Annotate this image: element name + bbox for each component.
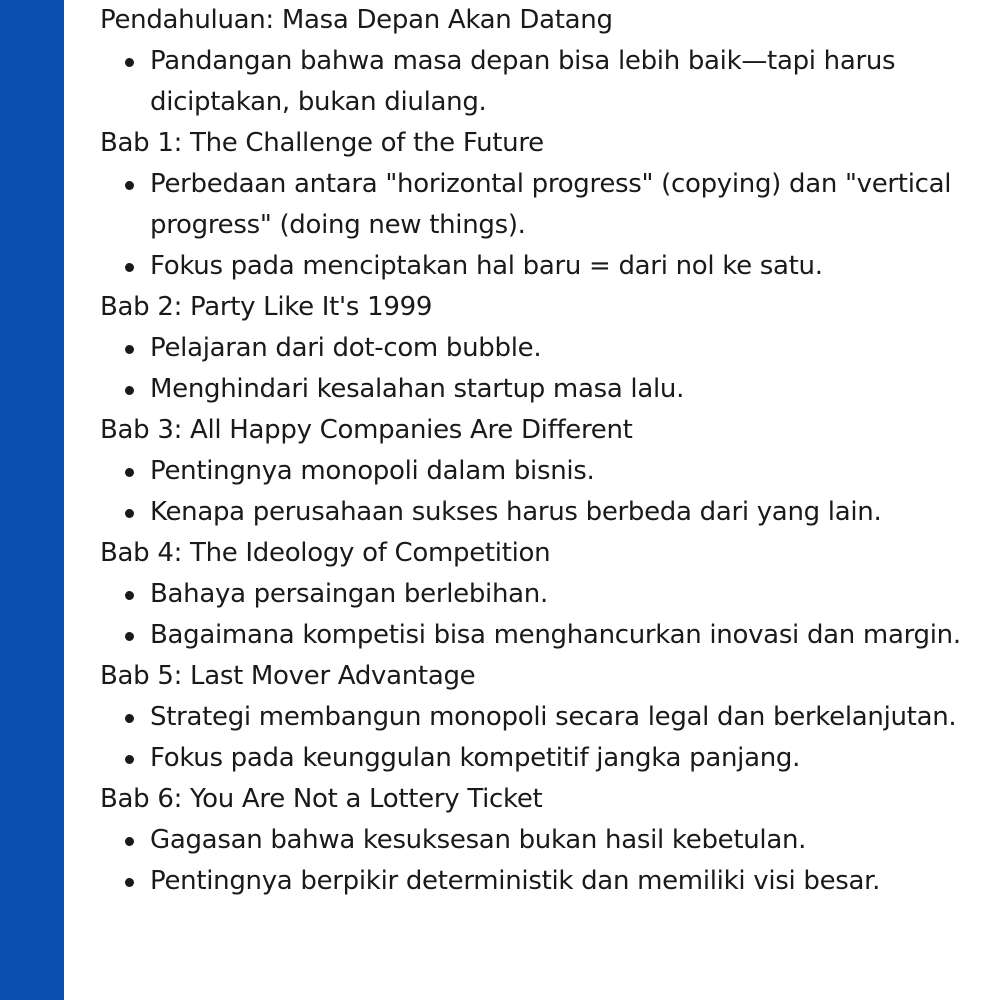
bullet-dot-icon — [125, 58, 134, 67]
list-item-text: Bagaimana kompetisi bisa menghancurkan inovasi dan margin. — [150, 620, 961, 650]
bullet-list — [100, 697, 980, 779]
list-item-text: Fokus pada keunggulan kompetitif jangka panjang. — [150, 743, 801, 773]
bullet-list — [100, 41, 980, 123]
list-item — [150, 369, 980, 410]
list-item — [150, 164, 980, 246]
bullet-dot-icon — [125, 755, 134, 764]
list-item-text: Fokus pada menciptakan hal baru = dari nol ke satu. — [150, 251, 823, 281]
list-item-text: Kenapa perusahaan sukses harus berbeda dari yang lain. — [150, 497, 882, 527]
section-heading: Pendahuluan: Masa Depan Akan Datang — [100, 5, 613, 35]
bullet-dot-icon — [125, 181, 134, 190]
bullet-list — [100, 574, 980, 656]
section-heading: Bab 3: All Happy Companies Are Different — [100, 415, 633, 445]
list-item — [150, 328, 980, 369]
side-accent-bar — [0, 0, 64, 1000]
bullet-list — [100, 328, 980, 410]
bullet-dot-icon — [125, 345, 134, 354]
section-heading: Bab 2: Party Like It's 1999 — [100, 292, 433, 322]
list-item-text: Gagasan bahwa kesuksesan bukan hasil kebetulan. — [150, 825, 807, 855]
section-heading: Bab 5: Last Mover Advantage — [100, 661, 476, 691]
bullet-dot-icon — [125, 837, 134, 846]
list-item — [150, 246, 980, 287]
list-item-text: Bahaya persaingan berlebihan. — [150, 579, 548, 609]
bullet-dot-icon — [125, 509, 134, 518]
section-heading: Bab 6: You Are Not a Lottery Ticket — [100, 784, 543, 814]
bullet-dot-icon — [125, 714, 134, 723]
bullet-list — [100, 820, 980, 902]
list-item — [150, 451, 980, 492]
section-heading: Bab 1: The Challenge of the Future — [100, 128, 544, 158]
list-item — [150, 820, 980, 861]
list-item-text: Pandangan bahwa masa depan bisa lebih baik—tapi harus diciptakan, bukan diulang. — [150, 46, 896, 117]
bullet-dot-icon — [125, 632, 134, 641]
list-item-text: Menghindari kesalahan startup masa lalu. — [150, 374, 685, 404]
bullet-dot-icon — [125, 878, 134, 887]
list-item — [150, 574, 980, 615]
list-item-text: Strategi membangun monopoli secara legal dan berkelanjutan. — [150, 702, 957, 732]
bullet-dot-icon — [125, 468, 134, 477]
list-item — [150, 41, 980, 123]
bullet-list — [100, 164, 980, 287]
list-item — [150, 861, 980, 902]
bullet-list — [100, 451, 980, 533]
list-item-text: Perbedaan antara "horizontal progress" (copying) dan "vertical progress" (doing new things). — [150, 169, 952, 240]
bullet-dot-icon — [125, 386, 134, 395]
bullet-dot-icon — [125, 263, 134, 272]
list-item — [150, 615, 980, 656]
list-item — [150, 738, 980, 779]
list-item — [150, 492, 980, 533]
list-item-text: Pelajaran dari dot-com bubble. — [150, 333, 542, 363]
list-item-text: Pentingnya berpikir deterministik dan memiliki visi besar. — [150, 866, 881, 896]
bullet-dot-icon — [125, 591, 134, 600]
section-heading: Bab 4: The Ideology of Competition — [100, 538, 551, 568]
list-item — [150, 697, 980, 738]
list-item-text: Pentingnya monopoli dalam bisnis. — [150, 456, 595, 486]
chapter-outline — [100, 0, 980, 902]
